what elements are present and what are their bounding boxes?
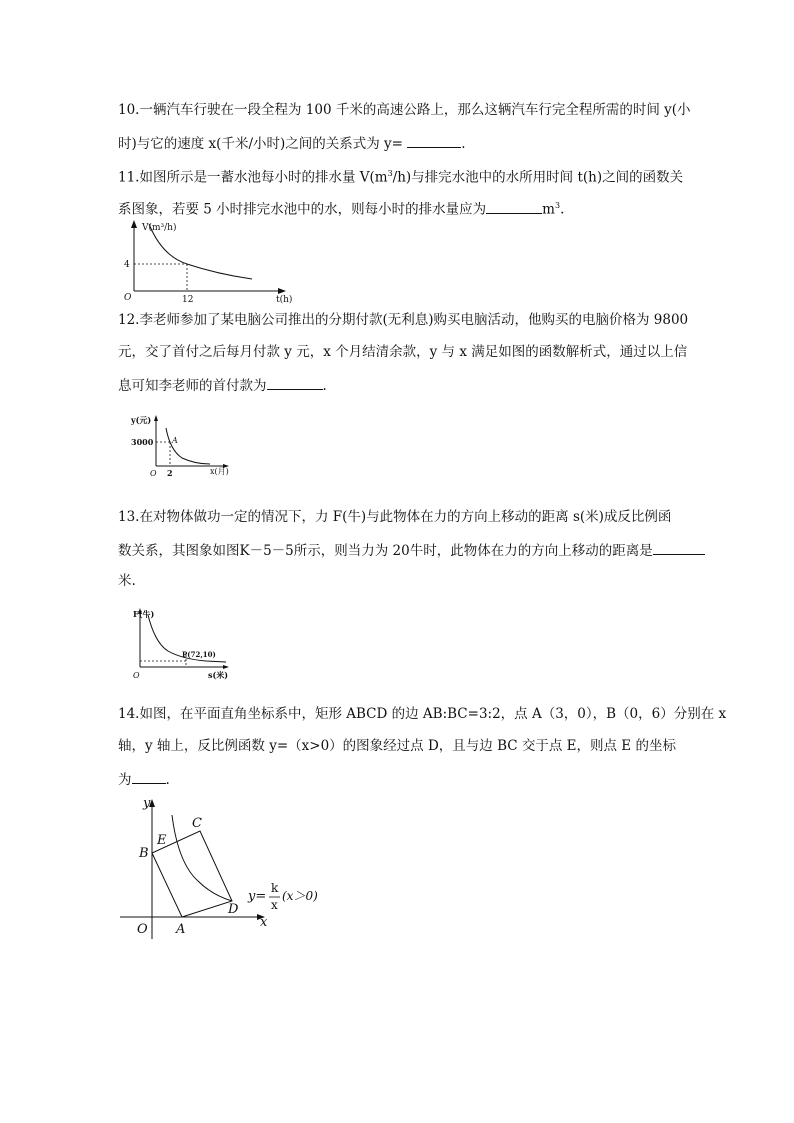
q12-line2: 元，交了首付之后每月付款 y 元，x 个月结清余款，y 与 x 满足如图的函数解析式，通过以上信 (118, 344, 688, 360)
q12-ytick: 3000 (131, 437, 154, 447)
q12-answer-blank[interactable] (267, 375, 323, 390)
q12-line3 (118, 375, 327, 395)
q14-line3-end: . (165, 772, 170, 788)
q11-line2-text: 系图象，若要 5 小时排完水池中的水，则每小时的排水量应为 (118, 201, 487, 218)
q14-line2: 轴，y 轴上，反比例函数 y=（x>0）的图象经过点 D，且与边 BC 交于点 E，则点 E 的坐标 (118, 738, 676, 754)
q13-line2-text: 数关系，其图象如图K－5－5所示，则当力为 20牛时，此物体在力的方向上移动的距离是 (118, 543, 653, 559)
q11-x-label: t(h) (276, 295, 293, 305)
q14-func-cond: (x＞0) (282, 889, 318, 903)
q14-answer-blank[interactable] (132, 769, 166, 784)
q14-point-a: A (176, 922, 186, 937)
q14-func-num: k (271, 881, 279, 895)
q11-origin: O (124, 293, 132, 303)
q10-answer-blank[interactable] (407, 133, 461, 148)
q11-line2 (118, 197, 564, 219)
q13-line2 (118, 540, 705, 560)
q12-y-label: y(元) (131, 415, 152, 425)
q10-line1: 10.一辆汽车行驶在一段全程为 100 千米的高速公路上，那么这辆汽车行完全程所需的时间 y(小 (118, 102, 691, 118)
q14-point-b: B (139, 846, 149, 861)
q12-graph (130, 412, 240, 484)
q11-line1-sup: 3 (387, 169, 393, 178)
q12-line3-text: 息可知李老师的首付款为 (118, 378, 267, 394)
q12-point-a: A (172, 436, 178, 445)
q14-point-e: E (157, 833, 167, 848)
q12-x-label: x(月) (210, 467, 229, 476)
q13-origin: O (133, 671, 140, 680)
q14-graph (120, 793, 350, 943)
q12-xtick: 2 (167, 468, 173, 478)
q11-line1 (118, 165, 683, 187)
q11-line1-text-end: /h)与排完水池中的水所用时间 t(h)之间的函数关 (392, 169, 684, 186)
q14-x-label: x (260, 915, 268, 930)
q12-origin: O (150, 469, 157, 478)
q14-point-c: C (192, 816, 202, 831)
q12-line1: 12.李老师参加了某电脑公司推出的分期付款(无利息)购买电脑活动，他购买的电脑价格为 9800 (118, 312, 689, 328)
q11-unit: m (542, 201, 555, 218)
q13-line1: 13.在对物体做功一定的情况下，力 F(牛)与此物体在力的方向上移动的距离 s(米)成反比例函 (118, 509, 672, 525)
q14-func-den: x (271, 898, 278, 912)
q14-origin: O (137, 922, 148, 937)
q11-y-label: V(m³/h) (142, 223, 177, 233)
q13-line3: 米. (118, 573, 136, 589)
q11-graph (112, 218, 293, 305)
q14-line3 (118, 769, 170, 789)
q11-line1-text: 11.如图所示是一蓄水池每小时的排水量 V(m (118, 169, 388, 186)
q10-line2 (118, 133, 466, 153)
q14-func-prefix: y= (248, 889, 267, 904)
q11-answer-blank[interactable] (486, 199, 542, 214)
q14-line1: 14.如图，在平面直角坐标系中，矩形 ABCD 的边 AB:BC=3:2，点 A（3，0），B（0，6）分别在 x (118, 706, 727, 722)
q13-answer-blank[interactable] (653, 540, 705, 555)
q12-line3-end: . (322, 378, 327, 394)
q13-point-p: P(72,10) (182, 650, 216, 659)
q10-line2-text: 时)与它的速度 x(千米/小时)之间的关系式为 y= (118, 136, 403, 152)
q11-xtick: 12 (182, 295, 194, 305)
q10-line2-end: . (461, 136, 466, 152)
q14-line3-text: 为 (118, 772, 132, 788)
q11-unit-sup: 3 (554, 201, 561, 210)
q13-graph (130, 605, 240, 683)
q13-x-label: s(米) (208, 670, 229, 680)
q14-point-d: D (228, 902, 239, 917)
q14-y-label: y (143, 796, 151, 811)
q11-line2-end: . (560, 201, 565, 218)
q14-hyperbola (172, 815, 232, 901)
q11-ytick: 4 (124, 260, 130, 270)
q13-y-label: F(牛) (133, 609, 155, 619)
